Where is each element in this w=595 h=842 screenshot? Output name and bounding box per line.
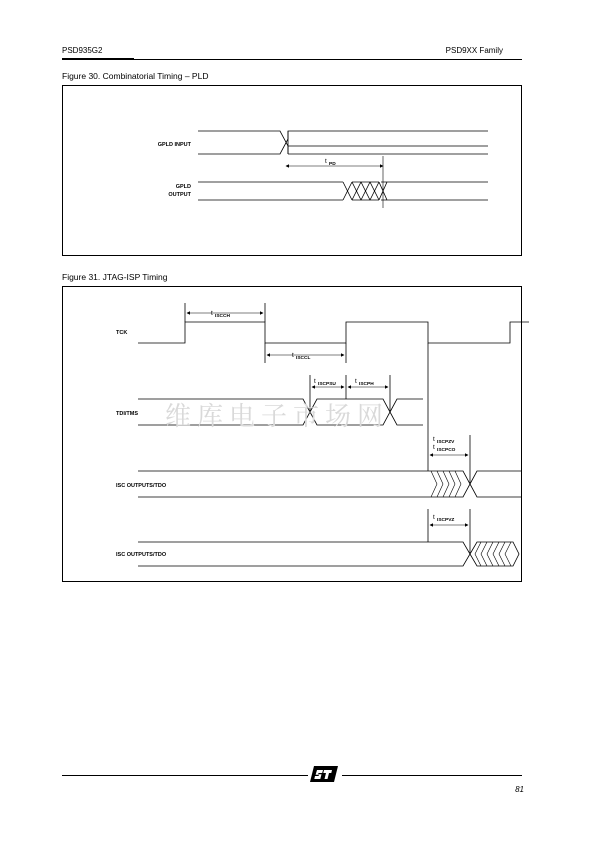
figure31-caption: Figure 31. JTAG-ISP Timing bbox=[62, 272, 168, 282]
page-number: 81 bbox=[515, 785, 524, 794]
t-iscpvz-sub: ISCPVZ bbox=[437, 518, 455, 523]
isc-outputs-waveform-2 bbox=[138, 542, 519, 566]
gpld-output-label-1: GPLD bbox=[175, 184, 191, 190]
t-iscpsu-sub: ISCPSU bbox=[318, 382, 336, 387]
figure30-caption: Figure 30. Combinatorial Timing – PLD bbox=[62, 71, 209, 81]
header-rule-thick bbox=[62, 58, 134, 60]
figure30-diagram bbox=[63, 86, 523, 257]
t-isccl-t: t bbox=[292, 352, 294, 359]
tpd-label: t bbox=[325, 158, 327, 165]
isc-outputs-label-1: ISC OUTPUTS/TDO bbox=[116, 483, 167, 489]
t-iscpzv-t: t bbox=[433, 436, 435, 443]
figure31-jtag-isp-timing bbox=[62, 286, 522, 582]
tpd-subscript: PD bbox=[329, 162, 336, 167]
t-iscph-t: t bbox=[355, 378, 357, 385]
tck-waveform bbox=[138, 322, 529, 343]
t-iscch-t: t bbox=[211, 310, 213, 317]
watermark: 维库电子市场网 bbox=[165, 402, 390, 432]
isc-outputs-label-2: ISC OUTPUTS/TDO bbox=[116, 552, 167, 558]
gpld-output-label-2: OUTPUT bbox=[168, 192, 191, 198]
figure30-combinatorial-timing bbox=[62, 85, 522, 256]
header-part-number: PSD935G2 bbox=[62, 46, 103, 55]
t-iscpzv-sub: ISCPZV bbox=[437, 440, 455, 445]
tck-label: TCK bbox=[116, 330, 128, 336]
st-logo bbox=[308, 764, 340, 784]
header-rule-thin bbox=[134, 59, 522, 60]
gpld-input-waveform bbox=[198, 131, 488, 154]
t-isccl-sub: ISCCL bbox=[296, 356, 311, 361]
t-iscpvz-t: t bbox=[433, 514, 435, 521]
figure31-diagram bbox=[63, 287, 523, 583]
header-family: PSD9XX Family bbox=[445, 46, 503, 55]
t-iscpco-sub: ISCPCO bbox=[437, 448, 456, 453]
footer-rule-left bbox=[62, 775, 308, 776]
t-iscch-sub: ISCCH bbox=[215, 314, 230, 319]
isc-outputs-waveform-1 bbox=[138, 471, 521, 497]
t-iscph-sub: ISCPH bbox=[359, 382, 374, 387]
tdi-tms-label: TDI/TMS bbox=[116, 411, 138, 417]
footer-rule-right bbox=[342, 775, 522, 776]
gpld-input-label: GPLD INPUT bbox=[157, 142, 191, 148]
t-iscpco-t: t bbox=[433, 444, 435, 451]
t-iscpsu-t: t bbox=[314, 378, 316, 385]
gpld-output-waveform bbox=[198, 182, 488, 200]
